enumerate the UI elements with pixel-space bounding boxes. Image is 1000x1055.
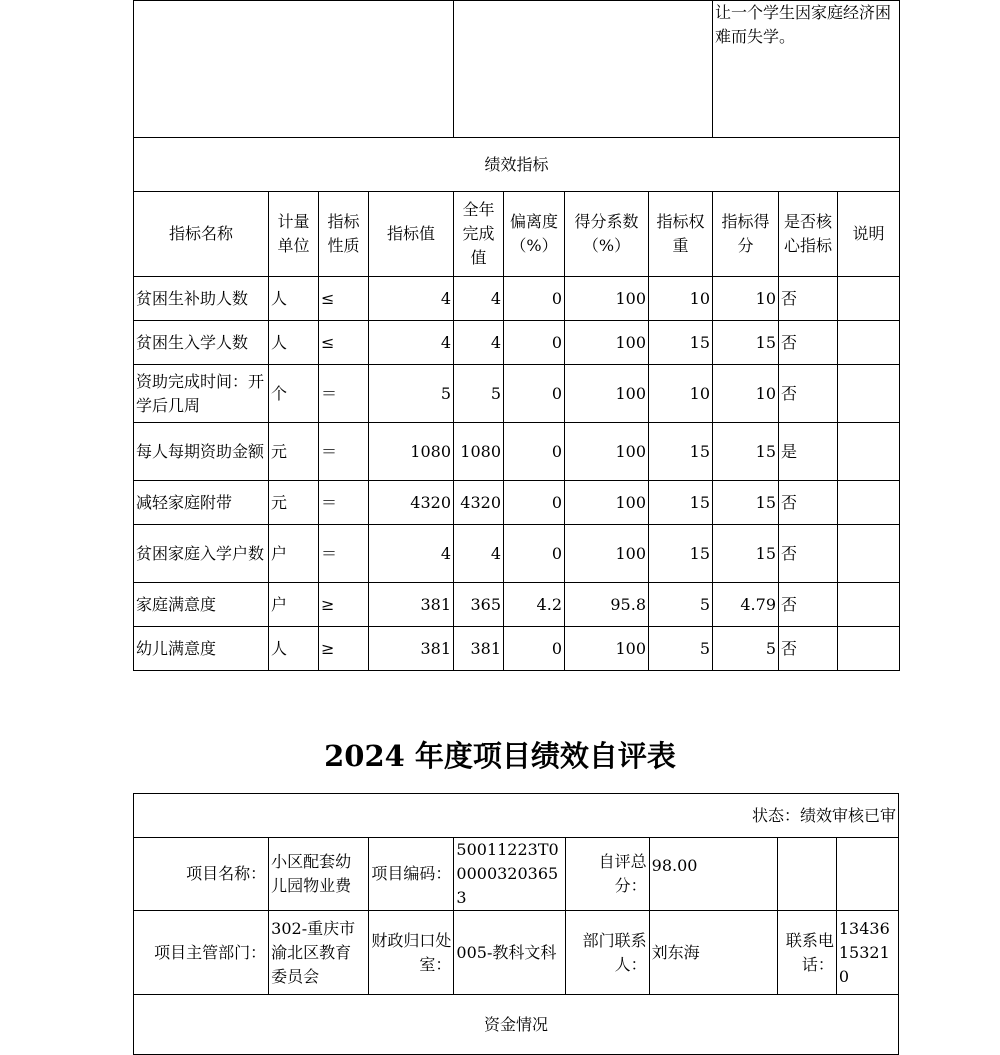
indicator-target: 381 [369, 583, 454, 627]
dept-value: 302-重庆市渝北区教育委员会 [269, 911, 369, 995]
indicator-deviation: 0 [504, 481, 565, 525]
indicator-core: 是 [779, 423, 838, 481]
indicator-weight: 15 [649, 525, 713, 583]
indicator-actual: 4 [454, 525, 504, 583]
indicator-row [134, 321, 900, 365]
indicator-score: 10 [713, 277, 779, 321]
indicator-target: 381 [369, 627, 454, 671]
col-header-name: 指标名称 [134, 192, 269, 277]
indicator-weight: 5 [649, 627, 713, 671]
indicator-score: 10 [713, 365, 779, 423]
status-text: 状态：绩效审核已审 [134, 794, 899, 838]
indicator-note [838, 365, 900, 423]
indicator-row [134, 423, 900, 481]
indicator-unit: 元 [269, 481, 319, 525]
performance-indicator-table [133, 0, 900, 671]
indicator-row [134, 365, 900, 423]
objective-text: 让一个学生因家庭经济困难而失学。 [713, 1, 900, 138]
indicator-row [134, 583, 900, 627]
indicator-core: 否 [779, 365, 838, 423]
indicator-weight: 10 [649, 277, 713, 321]
indicator-coef: 95.8 [565, 583, 649, 627]
finance-value: 005-教科文科 [454, 911, 565, 995]
indicator-weight: 10 [649, 365, 713, 423]
empty-cell [836, 838, 898, 911]
indicator-deviation: 0 [504, 277, 565, 321]
project-name-label: 项目名称： [134, 838, 269, 911]
indicator-score: 15 [713, 321, 779, 365]
indicator-weight: 15 [649, 481, 713, 525]
indicator-nature: ≥ [319, 627, 369, 671]
col-header-note: 说明 [838, 192, 900, 277]
indicator-name: 家庭满意度 [134, 583, 269, 627]
project-name-value: 小区配套幼儿园物业费 [269, 838, 369, 911]
indicator-target: 4 [369, 277, 454, 321]
phone-value: 13436153210 [836, 911, 898, 995]
indicator-score: 5 [713, 627, 779, 671]
indicator-target: 4 [369, 321, 454, 365]
indicator-nature: ＝ [319, 481, 369, 525]
indicator-score: 15 [713, 481, 779, 525]
indicator-note [838, 277, 900, 321]
indicator-actual: 4 [454, 321, 504, 365]
form-title: 2024 年度项目绩效自评表 [324, 739, 676, 773]
indicator-unit: 户 [269, 525, 319, 583]
col-header-target: 指标值 [369, 192, 454, 277]
indicator-row [134, 627, 900, 671]
indicator-actual: 4320 [454, 481, 504, 525]
indicator-name: 每人每期资助金额 [134, 423, 269, 481]
indicator-note [838, 525, 900, 583]
total-score-value: 98.00 [649, 838, 777, 911]
indicator-core: 否 [779, 583, 838, 627]
indicator-nature: ＝ [319, 423, 369, 481]
indicator-weight: 15 [649, 321, 713, 365]
indicator-target: 1080 [369, 423, 454, 481]
indicator-nature: ≤ [319, 321, 369, 365]
contact-label: 部门联系人： [565, 911, 649, 995]
indicator-target: 4 [369, 525, 454, 583]
col-header-deviation: 偏离度（%） [504, 192, 565, 277]
indicator-nature: ＝ [319, 525, 369, 583]
indicator-deviation: 4.2 [504, 583, 565, 627]
indicator-name: 资助完成时间：开学后几周 [134, 365, 269, 423]
indicator-row [134, 525, 900, 583]
indicator-note [838, 321, 900, 365]
indicator-unit: 个 [269, 365, 319, 423]
indicator-core: 否 [779, 525, 838, 583]
indicator-target: 4320 [369, 481, 454, 525]
col-header-unit: 计量单位 [269, 192, 319, 277]
col-header-score: 指标得分 [713, 192, 779, 277]
col-header-weight: 指标权重 [649, 192, 713, 277]
indicator-unit: 户 [269, 583, 319, 627]
empty-cell [777, 838, 836, 911]
col-header-actual: 全年完成值 [454, 192, 504, 277]
indicator-nature: ＝ [319, 365, 369, 423]
indicator-name: 贫困生补助人数 [134, 277, 269, 321]
indicator-deviation: 0 [504, 365, 565, 423]
empty-cell [134, 1, 454, 138]
indicator-weight: 15 [649, 423, 713, 481]
indicator-row [134, 277, 900, 321]
indicator-deviation: 0 [504, 321, 565, 365]
indicator-note [838, 481, 900, 525]
objective-row [134, 1, 900, 138]
indicator-deviation: 0 [504, 423, 565, 481]
indicator-deviation: 0 [504, 627, 565, 671]
indicator-target: 5 [369, 365, 454, 423]
indicator-coef: 100 [565, 365, 649, 423]
indicator-name: 幼儿满意度 [134, 627, 269, 671]
project-code-value: 50011223T000003203653 [454, 838, 565, 911]
indicator-score: 15 [713, 423, 779, 481]
indicator-coef: 100 [565, 627, 649, 671]
indicator-header-row [134, 192, 900, 277]
indicator-core: 否 [779, 481, 838, 525]
project-code-label: 项目编码： [369, 838, 454, 911]
indicator-nature: ≤ [319, 277, 369, 321]
empty-cell [454, 1, 713, 138]
dept-label: 项目主管部门： [134, 911, 269, 995]
indicator-note [838, 423, 900, 481]
col-header-core: 是否核心指标 [779, 192, 838, 277]
indicator-coef: 100 [565, 481, 649, 525]
indicator-unit: 人 [269, 321, 319, 365]
col-header-nature: 指标性质 [319, 192, 369, 277]
indicator-name: 贫困生入学人数 [134, 321, 269, 365]
col-header-coef: 得分系数（%） [565, 192, 649, 277]
total-score-label: 自评总分： [565, 838, 649, 911]
section-title-funds: 资金情况 [134, 995, 899, 1055]
phone-label: 联系电话： [777, 911, 836, 995]
indicator-core: 否 [779, 321, 838, 365]
indicator-name: 减轻家庭附带 [134, 481, 269, 525]
indicator-unit: 人 [269, 277, 319, 321]
indicator-coef: 100 [565, 423, 649, 481]
indicator-coef: 100 [565, 321, 649, 365]
indicator-nature: ≥ [319, 583, 369, 627]
indicator-deviation: 0 [504, 525, 565, 583]
indicator-note [838, 627, 900, 671]
indicator-actual: 4 [454, 277, 504, 321]
indicator-score: 4.79 [713, 583, 779, 627]
indicator-actual: 5 [454, 365, 504, 423]
indicator-coef: 100 [565, 277, 649, 321]
indicator-unit: 元 [269, 423, 319, 481]
indicator-core: 否 [779, 627, 838, 671]
indicator-note [838, 583, 900, 627]
section-title-indicators: 绩效指标 [134, 138, 900, 192]
indicator-name: 贫困家庭入学户数 [134, 525, 269, 583]
indicator-actual: 381 [454, 627, 504, 671]
finance-label: 财政归口处室： [369, 911, 454, 995]
indicator-weight: 5 [649, 583, 713, 627]
project-info-table [133, 793, 899, 1055]
indicator-unit: 人 [269, 627, 319, 671]
indicator-row [134, 481, 900, 525]
indicator-score: 15 [713, 525, 779, 583]
indicator-coef: 100 [565, 525, 649, 583]
contact-value: 刘东海 [649, 911, 777, 995]
indicator-actual: 365 [454, 583, 504, 627]
indicator-actual: 1080 [454, 423, 504, 481]
indicator-core: 否 [779, 277, 838, 321]
